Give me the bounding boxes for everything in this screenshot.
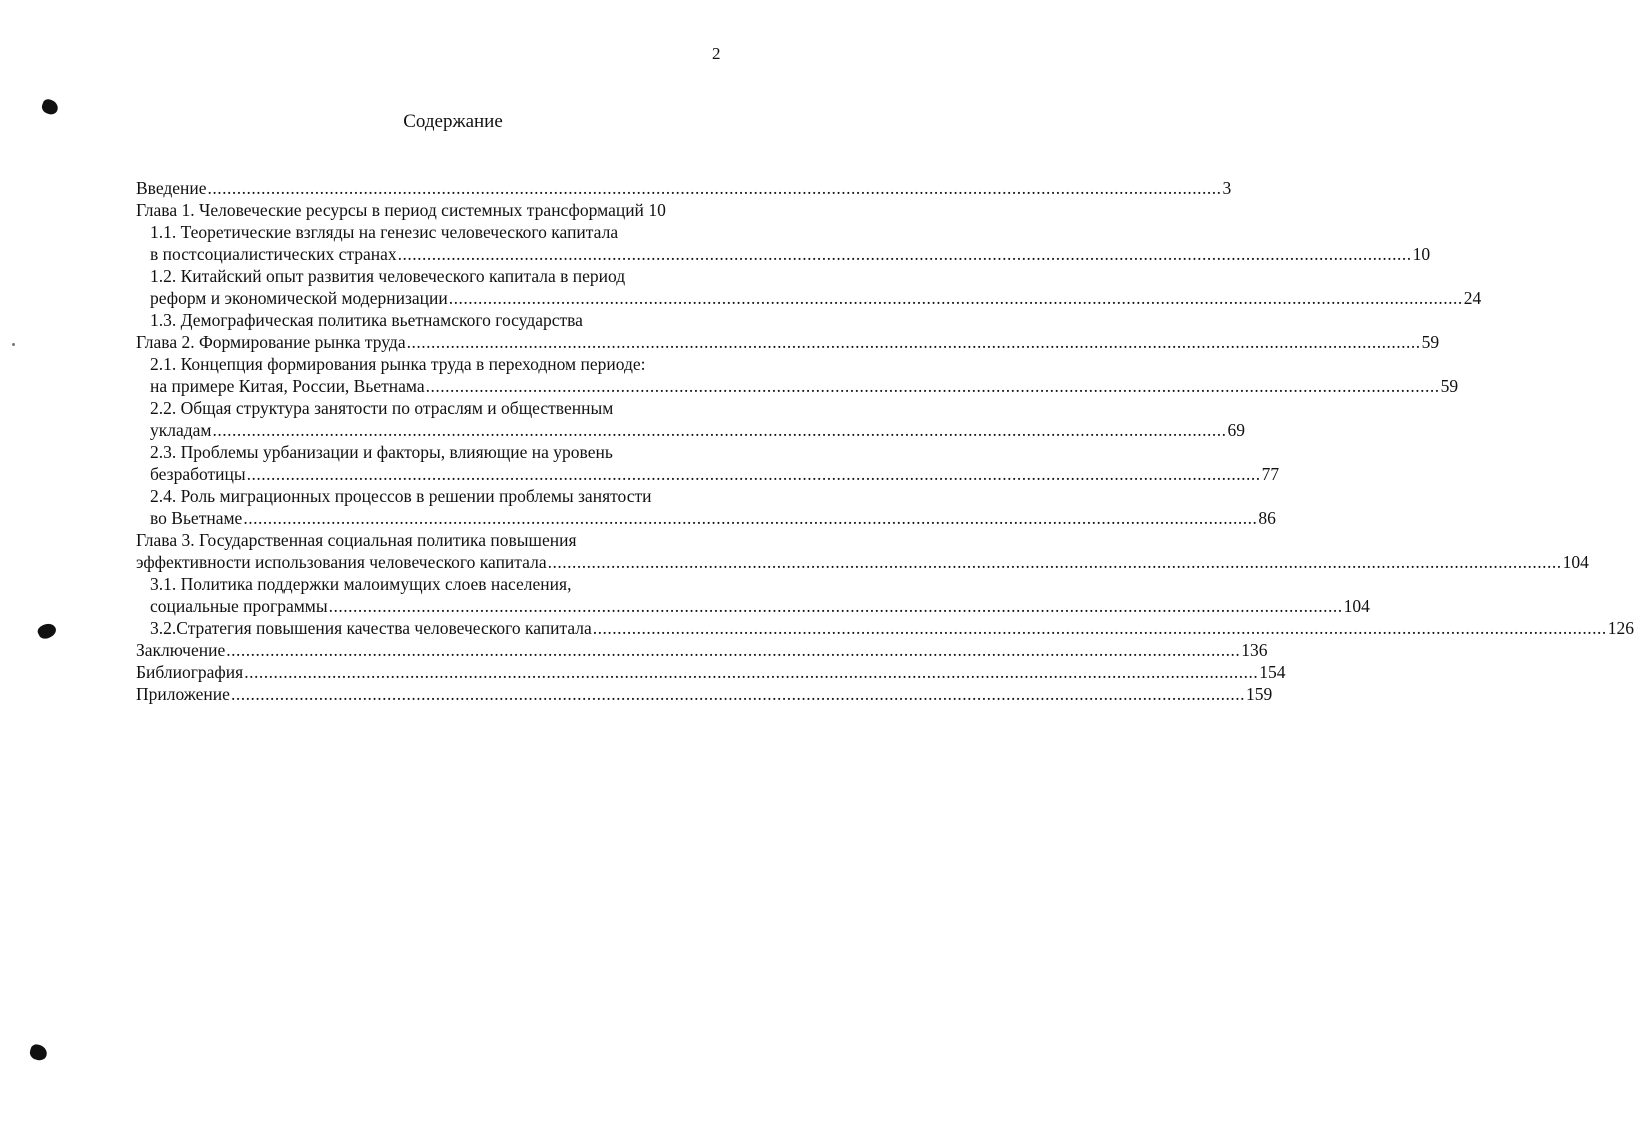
- toc-entry-conclusion: [136, 639, 1268, 661]
- toc-entry-chapter-3-cont: [136, 551, 1589, 573]
- toc-entry-text: 2.4. Роль миграционных процессов в решении проблемы занятости: [150, 486, 652, 506]
- toc-entry-2-1: [136, 353, 723, 375]
- toc-entry-2-4: [136, 485, 723, 507]
- toc-entry-page: 59: [1440, 376, 1459, 396]
- toc-entry-text: эффективности использования человеческого капитала: [136, 552, 547, 572]
- dot-leader: [426, 375, 1440, 397]
- toc-entry-chapter-3: [136, 529, 723, 551]
- toc-entry-text: Библиография: [136, 662, 244, 682]
- toc-entry-page: 10: [648, 200, 666, 220]
- toc-entry-page: 77: [1261, 464, 1280, 484]
- scan-mark-middle: [36, 621, 58, 641]
- toc-entry-page: 126: [1607, 618, 1634, 638]
- dot-leader: [247, 463, 1261, 485]
- toc-entry-3-2: [136, 617, 1634, 639]
- toc-entry-3-1-cont: [136, 595, 1370, 617]
- scan-speck: [12, 343, 15, 346]
- toc-entry-1-2-cont: [136, 287, 1482, 309]
- dot-leader: [398, 243, 1412, 265]
- toc-entry-text: во Вьетнаме: [150, 508, 243, 528]
- toc-entry-page: 104: [1562, 552, 1589, 572]
- toc-entry-text: Введение: [136, 178, 207, 198]
- toc-entry-chapter-2: [136, 331, 1440, 353]
- dot-leader: [407, 331, 1421, 353]
- page-number: 2: [712, 44, 721, 63]
- dot-leader: [548, 551, 1562, 573]
- toc-entry-text: 1.3. Демографическая политика вьетнамского государства: [150, 310, 583, 330]
- toc-entry-2-2-cont: [136, 419, 1245, 441]
- toc-entry-page: 159: [1245, 684, 1273, 704]
- toc-entry-page: 59: [1421, 332, 1440, 352]
- toc-entry-1-3: [136, 309, 723, 331]
- toc-entry-2-3: [136, 441, 723, 463]
- toc-entry-2-2: [136, 397, 723, 419]
- table-of-contents: [136, 177, 1634, 705]
- toc-entry-chapter-1: [136, 199, 723, 221]
- toc-entry-text: реформ и экономической модернизации: [150, 288, 448, 308]
- toc-entry-text: укладам: [150, 420, 212, 440]
- toc-entry-text: социальные программы: [150, 596, 328, 616]
- toc-entry-page: 24: [1463, 288, 1482, 308]
- toc-title: Содержание: [403, 111, 503, 132]
- toc-entry-1-1-cont: [136, 243, 1431, 265]
- toc-entry-page: 86: [1258, 508, 1276, 528]
- toc-entry-appendix: [136, 683, 1273, 705]
- toc-entry-page: 3: [1222, 178, 1232, 198]
- toc-entry-bibliography: [136, 661, 1286, 683]
- toc-entry-text: 2.3. Проблемы урбанизации и факторы, влияющие на уровень: [150, 442, 613, 462]
- toc-entry-text: Глава 1. Человеческие ресурсы в период системных трансформаций: [136, 200, 644, 220]
- toc-entry-text: Приложение: [136, 684, 230, 704]
- toc-entry-page: 69: [1227, 420, 1245, 440]
- toc-entry-1-1: [136, 221, 723, 243]
- toc-entry-text: безработицы: [150, 464, 246, 484]
- toc-entry-text: 1.2. Китайский опыт развития человеческого капитала в период: [150, 266, 626, 286]
- toc-entry-3-1: [136, 573, 723, 595]
- toc-entry-2-3-cont: [136, 463, 1280, 485]
- dot-leader: [244, 661, 1258, 683]
- toc-entry-page: 104: [1343, 596, 1370, 616]
- toc-entry-page: 154: [1259, 662, 1286, 682]
- dot-leader: [231, 683, 1245, 705]
- toc-entry-text: 3.1. Политика поддержки малоимущих слоев населения,: [150, 574, 572, 594]
- scan-mark-bottom: [28, 1043, 48, 1062]
- toc-entry-text: 2.1. Концепция формирования рынка труда в переходном периоде:: [150, 354, 646, 374]
- dot-leader: [593, 617, 1607, 639]
- toc-entry-text: в постсоциалистических странах: [150, 244, 397, 264]
- toc-entry-text: Стратегия повышения качества человеческого капитала: [176, 618, 592, 638]
- toc-entry-2-4-cont: [136, 507, 1276, 529]
- toc-entry-2-1-cont: [136, 375, 1459, 397]
- toc-entry-text: Глава 2. Формирование рынка труда: [136, 332, 406, 352]
- toc-entry-introduction: [136, 177, 1232, 199]
- toc-entry-page: 10: [1412, 244, 1431, 264]
- toc-entry-text: 1.1. Теоретические взгляды на генезис человеческого капитала: [150, 222, 619, 242]
- toc-entry-text: Глава 3. Государственная социальная политика повышения: [136, 530, 577, 550]
- toc-entry-page: 136: [1241, 640, 1268, 660]
- dot-leader: [213, 419, 1227, 441]
- dot-leader: [449, 287, 1463, 309]
- toc-entry-text: на примере Китая, России, Вьетнама: [150, 376, 425, 396]
- toc-entry-prefix: 3.2.: [150, 618, 177, 638]
- toc-entry-text: 2.2. Общая структура занятости по отраслям и общественным: [150, 398, 614, 418]
- dot-leader: [226, 639, 1240, 661]
- toc-entry-text: Заключение: [136, 640, 226, 660]
- dot-leader: [208, 177, 1222, 199]
- dot-leader: [243, 507, 1257, 529]
- toc-entry-1-2: [136, 265, 723, 287]
- dot-leader: [329, 595, 1343, 617]
